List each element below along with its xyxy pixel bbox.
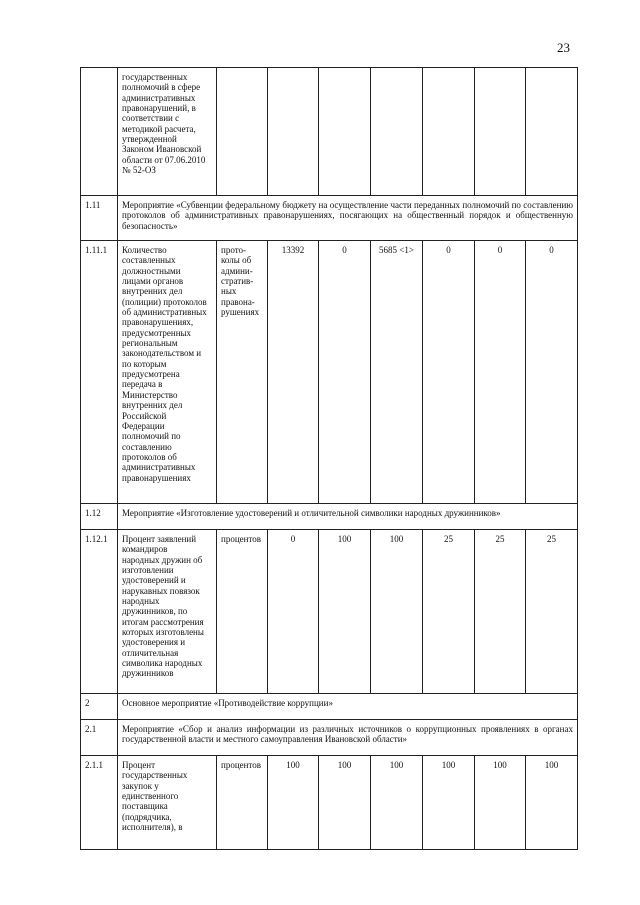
row-number: 1.11.1 — [81, 241, 118, 504]
activity-title: Мероприятие «Субвенции федеральному бюджету на осуществление части переданных полномочий по составлению протоколов об административных правонарушениях, посягающих на общественный порядок и общественную безопасность» — [118, 196, 578, 241]
unit-of-measure — [217, 68, 268, 196]
table-row — [81, 68, 578, 196]
indicator-value: 100 — [475, 756, 526, 850]
indicator-value: 0 — [319, 241, 371, 504]
table-row — [81, 720, 578, 756]
indicator-value: 100 — [319, 756, 371, 850]
indicator-value: 25 — [526, 530, 578, 694]
indicator-value: 100 — [371, 756, 423, 850]
unit-of-measure: процентов — [217, 530, 268, 694]
indicator-value: 25 — [475, 530, 526, 694]
activity-title: Мероприятие «Сбор и анализ информации из различных источников о коррупционных проявлениях в органах государственной власти и местного самоуправления Ивановской области» — [118, 720, 578, 756]
indicator-value: 0 — [475, 241, 526, 504]
activity-title: Мероприятие «Изготовление удостоверений и отличительной символики народных дружинников» — [118, 504, 578, 530]
unit-of-measure: прото- колы об админи- стратив- ных правона- рушениях — [217, 241, 268, 504]
row-number: 1.12 — [81, 504, 118, 530]
table-row — [81, 196, 578, 241]
table-row — [81, 530, 578, 694]
indicator-description: Количество составленных должностными лицами органов внутренних дел (полиции) протоколов об административных правонарушениях, предусмотренных региональным законодательством и по которым предусмотрена передача в Министерство внутренних дел Российской Федерации полномочий по составлению протоколов об административных правонарушениях — [118, 241, 217, 504]
indicator-value — [371, 68, 423, 196]
indicator-value: 0 — [423, 241, 475, 504]
row-number: 2.1.1 — [81, 756, 118, 850]
indicator-value — [319, 68, 371, 196]
row-number: 1.11 — [81, 196, 118, 241]
table-row — [81, 504, 578, 530]
unit-of-measure: процентов — [217, 756, 268, 850]
indicator-value: 13392 — [268, 241, 319, 504]
row-number: 2.1 — [81, 720, 118, 756]
table-row — [81, 756, 578, 850]
indicator-value: 0 — [268, 530, 319, 694]
table-body — [81, 68, 578, 850]
indicator-value — [475, 68, 526, 196]
table-row — [81, 241, 578, 504]
indicator-value — [526, 68, 578, 196]
page-number: 23 — [557, 40, 570, 55]
indicator-value: 100 — [268, 756, 319, 850]
indicators-table — [80, 67, 578, 850]
indicator-description: Процент заявлений командиров народных дружин об изготовлении удостоверений и нарукавных повязок народных дружинников, по итогам рассмотрения которых изготовлены удостоверения и отличительная символика народных дружинников — [118, 530, 217, 694]
indicator-value: 0 — [526, 241, 578, 504]
indicator-description: государственных полномочий в сфере административных правонарушений, в соответствии с методикой расчета, утвержденной Законом Ивановской области от 07.06.2010 № 52-ОЗ — [118, 68, 217, 196]
table-row — [81, 694, 578, 720]
row-number — [81, 68, 118, 196]
indicator-description: Процент государственных закупок у единственного поставщика (подрядчика, исполнителя), в — [118, 756, 217, 850]
row-number: 2 — [81, 694, 118, 720]
indicator-value: 5685 <1> — [371, 241, 423, 504]
row-number: 1.12.1 — [81, 530, 118, 694]
activity-title: Основное мероприятие «Противодействие коррупции» — [118, 694, 578, 720]
indicator-value: 100 — [423, 756, 475, 850]
indicator-value: 100 — [371, 530, 423, 694]
indicator-value — [268, 68, 319, 196]
indicator-value: 100 — [319, 530, 371, 694]
indicator-value: 100 — [526, 756, 578, 850]
indicator-value: 25 — [423, 530, 475, 694]
indicator-value — [423, 68, 475, 196]
